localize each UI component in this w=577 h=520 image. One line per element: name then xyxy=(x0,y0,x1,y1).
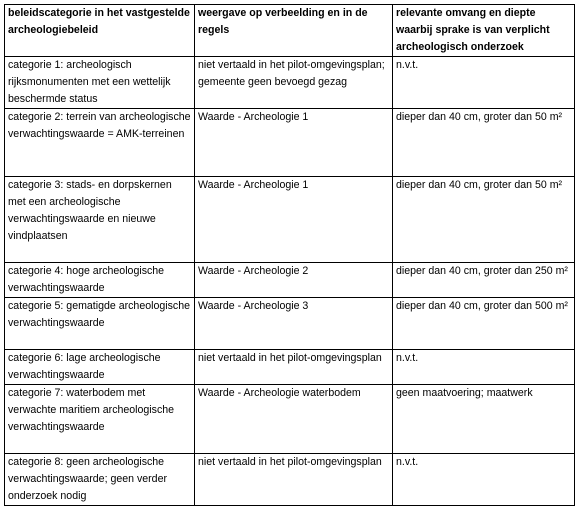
cell-weergave: Waarde - Archeologie 1 xyxy=(195,177,393,263)
cell-omvang: dieper dan 40 cm, groter dan 50 m² xyxy=(393,109,575,177)
cell-omvang: n.v.t. xyxy=(393,350,575,385)
table-row xyxy=(5,454,575,506)
table-row xyxy=(5,263,575,298)
cell-omvang: n.v.t. xyxy=(393,57,575,109)
cell-weergave: Waarde - Archeologie 1 xyxy=(195,109,393,177)
cell-weergave: niet vertaald in het pilot-omgevingsplan xyxy=(195,350,393,385)
cell-weergave: Waarde - Archeologie waterbodem xyxy=(195,385,393,454)
cell-omvang: n.v.t. xyxy=(393,454,575,506)
cell-categorie: categorie 1: archeologisch rijksmonumenten met een wettelijk beschermde status xyxy=(5,57,195,109)
cell-categorie: categorie 7: waterbodem met verwachte maritiem archeologische verwachtingswaarde xyxy=(5,385,195,454)
archeologie-beleid-table xyxy=(4,4,575,506)
cell-weergave: Waarde - Archeologie 2 xyxy=(195,263,393,298)
cell-categorie: categorie 3: stads- en dorpskernen met een archeologische verwachtingswaarde en nieuwe vindplaatsen xyxy=(5,177,195,263)
cell-categorie: categorie 4: hoge archeologische verwachtingswaarde xyxy=(5,263,195,298)
table-row xyxy=(5,57,575,109)
table-row xyxy=(5,350,575,385)
table-row xyxy=(5,298,575,350)
header-beleidscategorie: beleidscategorie in het vastgestelde archeologiebeleid xyxy=(5,5,195,57)
header-omvang-diepte: relevante omvang en diepte waarbij sprake is van verplicht archeologisch onderzoek xyxy=(393,5,575,57)
table-row xyxy=(5,385,575,454)
header-row xyxy=(5,5,575,57)
cell-weergave: niet vertaald in het pilot-omgevingsplan xyxy=(195,454,393,506)
table-header xyxy=(5,5,575,57)
table-row xyxy=(5,177,575,263)
cell-categorie: categorie 2: terrein van archeologische verwachtingswaarde = AMK-terreinen xyxy=(5,109,195,177)
cell-omvang: geen maatvoering; maatwerk xyxy=(393,385,575,454)
cell-omvang: dieper dan 40 cm, groter dan 500 m² xyxy=(393,298,575,350)
table-row xyxy=(5,109,575,177)
cell-weergave: niet vertaald in het pilot-omgevingsplan; gemeente geen bevoegd gezag xyxy=(195,57,393,109)
table-body xyxy=(5,57,575,506)
header-weergave: weergave op verbeelding en in de regels xyxy=(195,5,393,57)
cell-categorie: categorie 5: gematigde archeologische verwachtingswaarde xyxy=(5,298,195,350)
cell-categorie: categorie 8: geen archeologische verwachtingswaarde; geen verder onderzoek nodig xyxy=(5,454,195,506)
cell-omvang: dieper dan 40 cm, groter dan 50 m² xyxy=(393,177,575,263)
cell-omvang: dieper dan 40 cm, groter dan 250 m² xyxy=(393,263,575,298)
cell-weergave: Waarde - Archeologie 3 xyxy=(195,298,393,350)
cell-categorie: categorie 6: lage archeologische verwachtingswaarde xyxy=(5,350,195,385)
